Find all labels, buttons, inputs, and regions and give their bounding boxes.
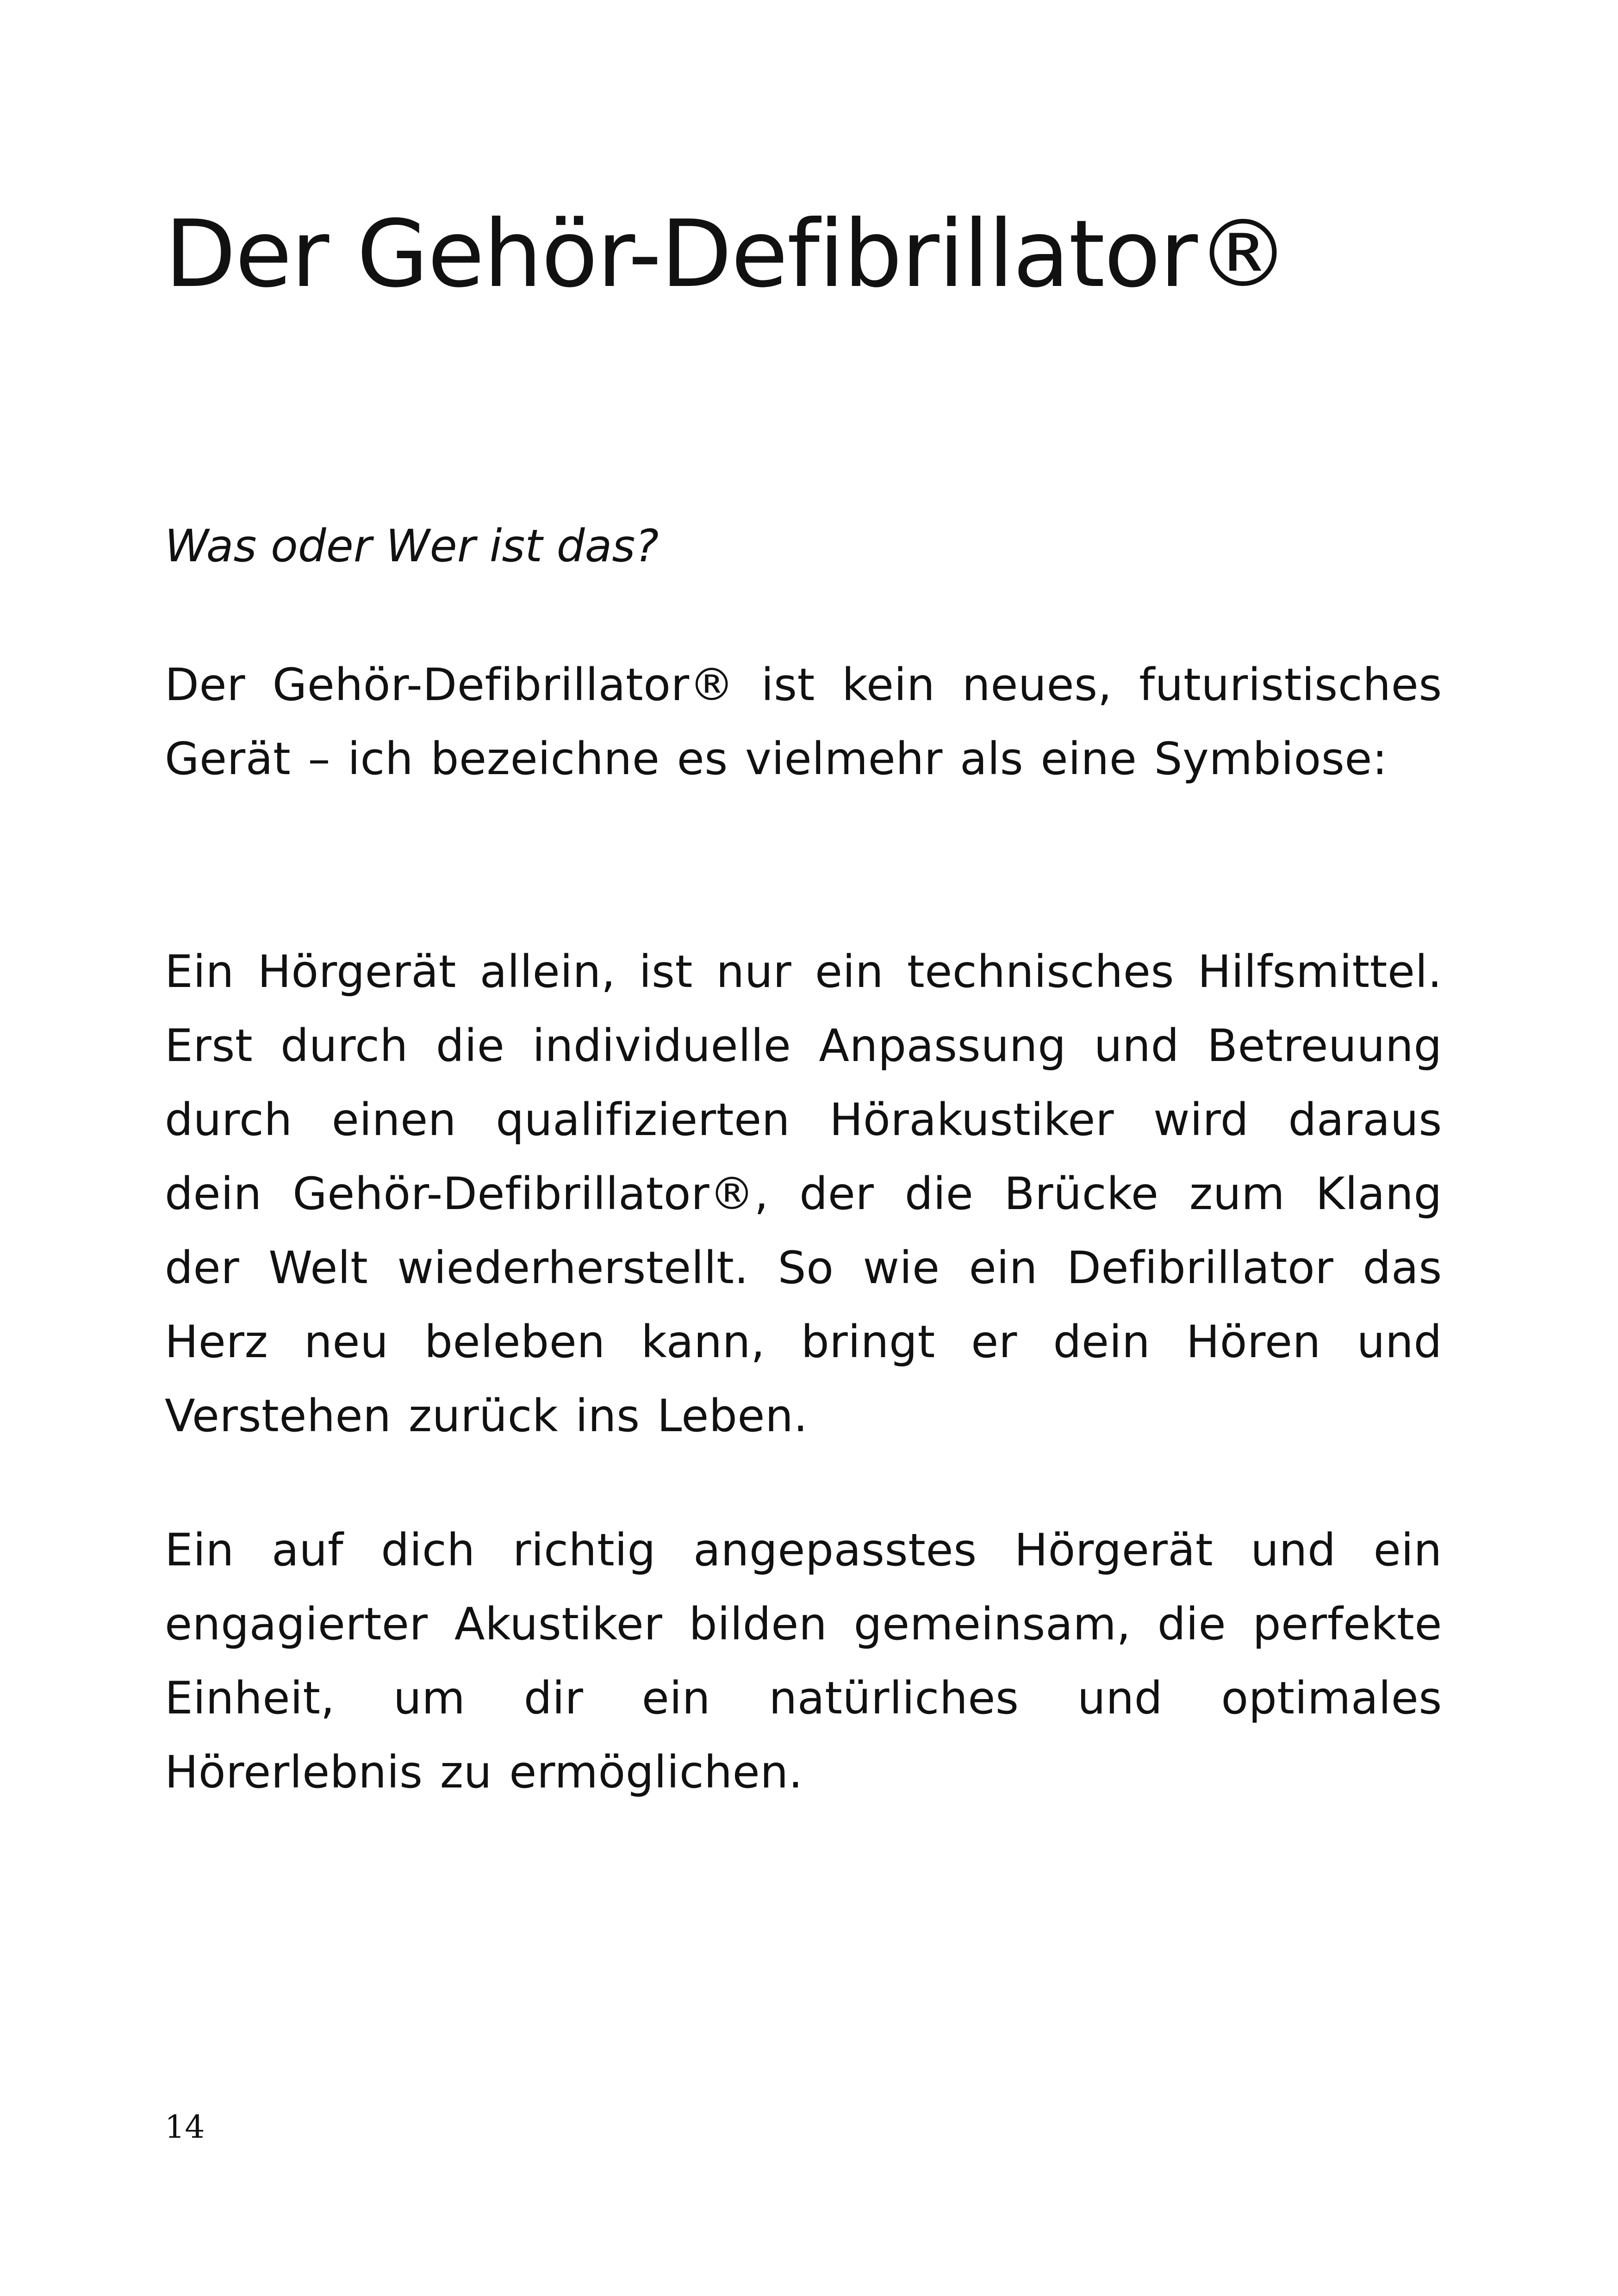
- body-paragraph-2: Ein Hörgerät allein, ist nur ein technisches Hilfsmittel. Erst durch die individuelle Anpassung und Betreuung durch einen qualifizierten Hörakustiker wird daraus dein Gehör-Defibrillator®, der die Brücke zum Klang der Welt wiederherstellt. So wie ein Defibrillator das Herz neu beleben kann, bringt er dein Hören und Verstehen zurück ins Leben.: [165, 946, 1442, 1442]
- body-paragraph-1: Der Gehör-Defibrillator® ist kein neues, futuristisches Gerät – ich bezeichne es vielmehr als eine Symbiose:: [165, 659, 1442, 785]
- page-title: Der Gehör-Defibrillator®: [165, 200, 1289, 308]
- page-number: 14: [165, 2109, 205, 2146]
- section-subtitle: Was oder Wer ist das?: [165, 520, 659, 572]
- body-paragraph-3: Ein auf dich richtig angepasstes Hörgerät und ein engagierter Akustiker bilden gemeinsam, die perfekte Einheit, um dir ein natürliches und optimales Hörerlebnis zu ermöglichen.: [165, 1524, 1442, 1798]
